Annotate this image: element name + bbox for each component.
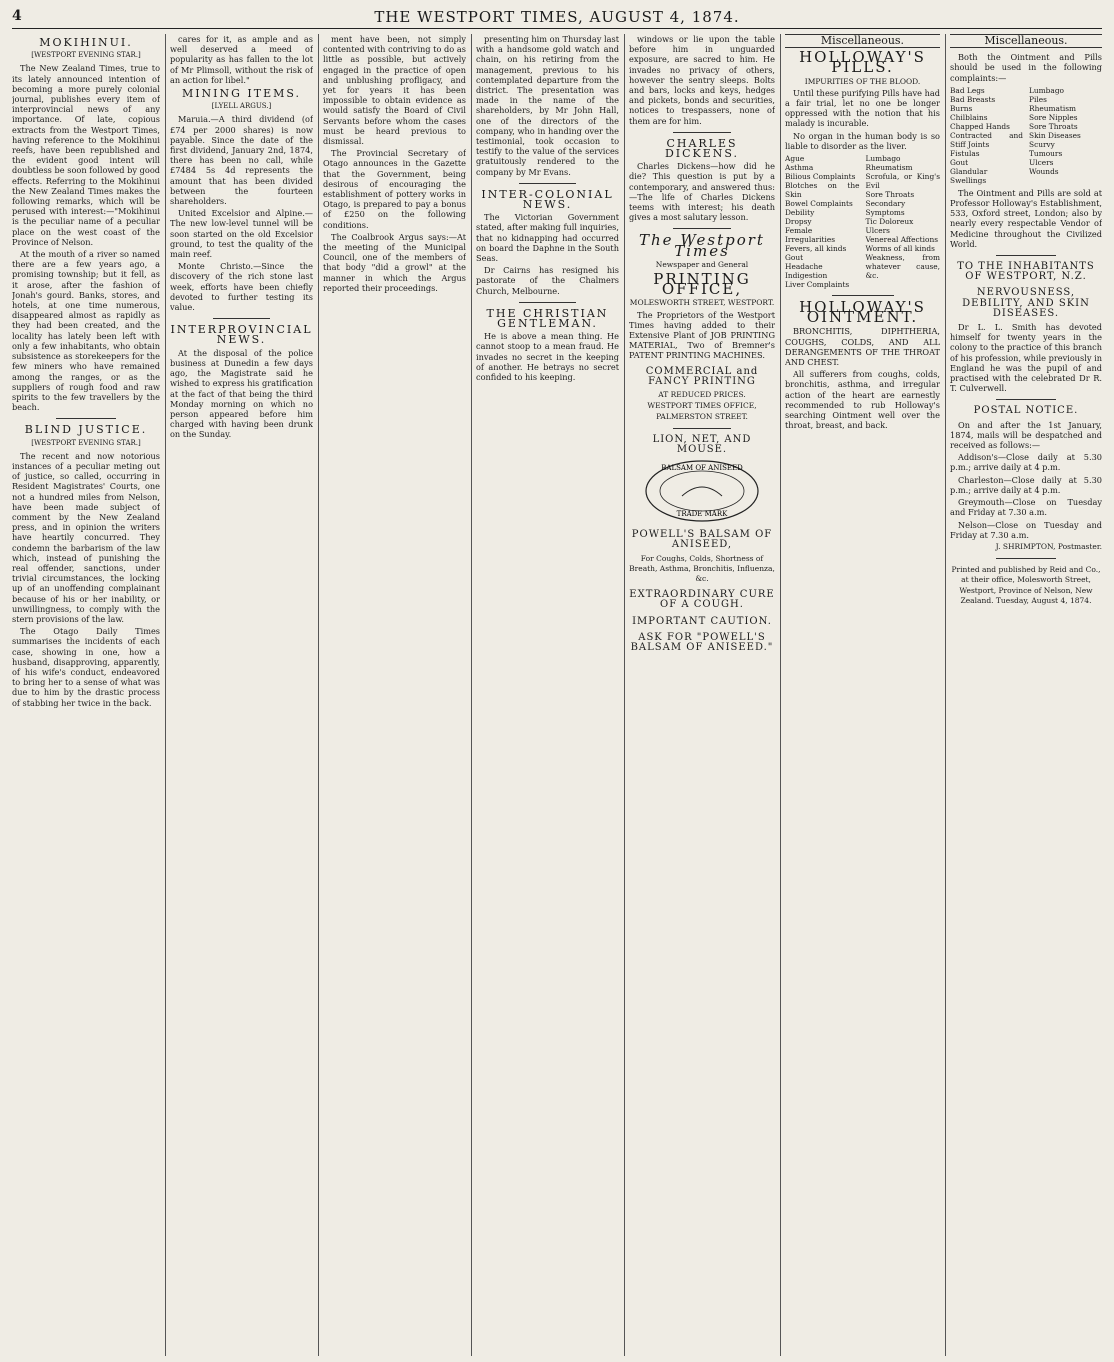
paragraph: The Provincial Secretary of Otago announces in the Gazette that the Government, being desirous of encouraging the establishment of pottery works in Otago, is prepared to pay a bonus of £250 on the following conditions. bbox=[323, 148, 466, 230]
complaints-list bbox=[785, 154, 940, 289]
ad-title: HOLLOWAY'S PILLS. bbox=[799, 48, 926, 77]
paragraph: The recent and now notorious instances of a peculiar meting out of justice, so called, occurring in Resident Magistrates' Courts, one not a hundred miles from Nelson, have been made subject of comment by the New Zealand press, and in opinion the writers have heartily concurred. They condemn the barbarism of the law which, instead of punishing the real offender, sanctions, under trivial circumstances, the locking up of an unoffending complainant because of his or her inability, or unwillingness, to comply with the stern provisions of the law. bbox=[12, 450, 160, 624]
paragraph: The Otago Daily Times summarises the incidents of each case, showing in one, how a husband, disapproving, apparently, of his wife's conduct, endeavored to bring her to a sense of what was due to him by the drastic process of stabbing her twice in the back. bbox=[12, 626, 160, 708]
ad-heading: PRINTING OFFICE, bbox=[653, 270, 751, 299]
list-item: Indigestion bbox=[785, 271, 828, 281]
article-title: INTER-COLONIAL NEWS. bbox=[481, 187, 614, 212]
list-item: Tumours bbox=[1029, 148, 1063, 158]
list-item: Rheumatism bbox=[865, 163, 913, 173]
paragraph: Charleston—Close daily at 5.30 p.m.; arrive daily at 4 p.m. bbox=[950, 474, 1102, 495]
column-1 bbox=[12, 34, 160, 1356]
ad-title: ASK FOR "POWELL'S BALSAM OF ANISEED." bbox=[630, 631, 774, 653]
list-item: Gout bbox=[950, 157, 969, 167]
paragraph: Charles Dickens—how did he die? This question is put by a contemporary, and answered thus:—The life of Charles Dickens teems with interest; his death gives a most salutary lesson. bbox=[629, 161, 775, 223]
ad-subtitle: IMPURITIES OF THE BLOOD. bbox=[804, 76, 921, 86]
separator bbox=[996, 399, 1057, 400]
ad-address: MOLESWORTH STREET, WESTPORT. bbox=[629, 298, 775, 308]
list-item: Blotches on the Skin bbox=[785, 181, 860, 200]
ad-title: NERVOUSNESS, DEBILITY, AND SKIN DISEASES. bbox=[962, 287, 1090, 319]
list-item: Burns bbox=[950, 103, 973, 113]
paragraph: ment have been, not simply contented with contriving to do as little as possible, but actively engaged in the practice of open and unblushing profligacy, and yet for years it has been impossible to obtain evidence as would satisfy the Board of Civil Servants before whom the cases must be heard previous to dismissal. bbox=[323, 34, 466, 147]
list-item: Lumbago bbox=[1029, 85, 1064, 95]
separator bbox=[996, 255, 1057, 256]
column-rule bbox=[165, 34, 166, 1356]
page-header bbox=[12, 6, 1102, 29]
list-item: Dropsy bbox=[785, 217, 812, 227]
list-item: Sore Nipples bbox=[1029, 112, 1078, 122]
paragraph: windows or lie upon the table before him in unguarded exposure, are sacred to him. He invades no privacy of others, however the sentry sleeps. Bolts and bars, locks and keys, hedges and pickets, bonds and securities, notices to trespassers, none of them are for him. bbox=[629, 34, 775, 126]
section-heading: Miscellaneous. bbox=[785, 34, 940, 48]
ad-title: The Westport Times bbox=[639, 231, 765, 260]
separator bbox=[519, 183, 576, 184]
list-item: Piles bbox=[1029, 94, 1047, 104]
article-source: [WESTPORT EVENING STAR.] bbox=[31, 438, 141, 447]
seal-trade-text: TRADE MARK bbox=[676, 510, 728, 519]
list-item: Ague bbox=[785, 154, 805, 164]
paragraph: No organ in the human body is so liable to disorder as the liver. bbox=[785, 130, 940, 151]
list-item: Tic Doloreux bbox=[865, 217, 914, 227]
paragraph: Addison's—Close daily at 5.30 p.m.; arrive daily at 4 p.m. bbox=[950, 452, 1102, 473]
page-number: 4 bbox=[12, 8, 22, 24]
paragraph: Dr Cairns has resigned his pastorate of the Chalmers Church, Melbourne. bbox=[476, 265, 619, 296]
list-item: Scrofula, or King's Evil bbox=[865, 172, 940, 191]
list-item: Bad Legs bbox=[950, 85, 985, 95]
article-source: [WESTPORT EVENING STAR.] bbox=[31, 51, 141, 60]
article-source: [LYELL ARGUS.] bbox=[211, 102, 272, 111]
list-item: Chapped Hands bbox=[950, 121, 1010, 131]
separator bbox=[519, 302, 576, 303]
ad-title: EXTRAORDINARY CURE OF A COUGH. bbox=[629, 589, 775, 611]
list-item: Fevers, all kinds bbox=[785, 244, 847, 254]
ad-title: HOLLOWAY'S OINTMENT. bbox=[799, 298, 926, 327]
column-4 bbox=[476, 34, 619, 1356]
paragraph: Maruia.—A third dividend (of £74 per 2000 shares) is now payable. Since the date of the first dividend, January 2nd, 1874, there has been no call, while £7484 5s 4d represents the amount that has been divided between the fourteen shareholders. bbox=[170, 114, 313, 207]
list-item: Worms of all kinds bbox=[865, 244, 935, 254]
paragraph: BRONCHITIS, DIPHTHERIA, COUGHS, COLDS, AND ALL DERANGEMENTS OF THE THROAT AND CHEST. bbox=[785, 326, 940, 368]
list-item: Bowel Complaints bbox=[785, 199, 853, 209]
paragraph: The Victorian Government stated, after making full inquiries, that no kidnapping had occurred on board the Daphne in the South Seas. bbox=[476, 212, 619, 264]
list-item: Glandular Swellings bbox=[950, 166, 988, 185]
seal-text: BALSAM OF ANISEED bbox=[661, 464, 743, 473]
column-3 bbox=[323, 34, 466, 1356]
article-title: BLIND JUSTICE. bbox=[24, 423, 148, 437]
list-item: Bilious Complaints bbox=[785, 172, 856, 182]
list-item: Liver Complaints bbox=[785, 280, 850, 290]
paragraph: He is above a mean thing. He cannot stoop to a mean fraud. He invades no secret in the keeping of another. He betrays no secret confided to his keeping. bbox=[476, 331, 619, 383]
list-item: Headache bbox=[785, 262, 823, 272]
paragraph: Dr L. L. Smith has devoted himself for twenty years in the colony to the practice of this branch of his profession, while previously in England he was the pupil of and practised with the celebrated Dr R. T. Culverwell. bbox=[950, 322, 1102, 394]
complaints-list bbox=[950, 86, 1102, 185]
paragraph: United Excelsior and Alpine.—The new low-level tunnel will be soon started on the old Excelsior ground, to test the quality of the main reef. bbox=[170, 208, 313, 260]
column-2 bbox=[170, 34, 313, 1356]
paragraph: Nelson—Close on Tuesday and Friday at 7.30 a.m. bbox=[950, 519, 1102, 540]
paragraph: cares for it, as ample and as well deserved a meed of popularity as has fallen to the lot of Mr Plimsoll, without the risk of an action for libel." bbox=[170, 34, 313, 85]
list-item: Weakness, from whatever cause, &c. bbox=[865, 253, 940, 281]
separator bbox=[832, 295, 894, 296]
list-item: Debility bbox=[785, 208, 815, 218]
paragraph: The New Zealand Times, true to its lately announced intention of becoming a more purely colonial journal, publishes every item of interprovincial news of any importance. Of late, copious extracts from the Westport Times, having reference to the Mokihinui reefs, have been republished and the evident good intent will doubtless be soon followed by good effects. Referring to the Mokihinui the New Zealand Times makes the following remarks, which will be perused with interest:—"Mokihinui is the peculiar name of a peculiar place on the west coast of the Province of Nelson. bbox=[12, 63, 160, 247]
imprint: Printed and published by Reid and Co., at their office, Molesworth Street, Westport, Province of Nelson, New Zealand. Tuesday, August 4, 1874. bbox=[951, 565, 1101, 605]
paragraph: Monte Christo.—Since the discovery of the rich stone last week, efforts have been chiefly devoted to further testing its value. bbox=[170, 261, 313, 313]
masthead: THE WESTPORT TIMES, AUGUST 4, 1874. bbox=[374, 8, 740, 26]
trade-mark-seal-icon bbox=[642, 458, 762, 524]
paragraph: At the disposal of the police business at Dunedin a few days ago, the Magistrate said he wished to express his gratification at the fact of that being the third Monday morning on which no person appeared before him charged with having been drunk on the Sunday. bbox=[170, 347, 313, 440]
ad-office: WESTPORT TIMES OFFICE, PALMERSTON STREET. bbox=[647, 401, 757, 421]
list-item: Wounds bbox=[1029, 166, 1059, 176]
separator bbox=[673, 228, 731, 229]
paragraph: All sufferers from coughs, colds, bronchitis, asthma, and irregular action of the heart are earnestly recommended to rub Holloway's searching Ointment well over the throat, breast, and back. bbox=[785, 369, 940, 431]
list-item: Female Irregularities bbox=[785, 226, 836, 245]
list-item: Skin Diseases bbox=[1029, 130, 1081, 140]
column-rule bbox=[624, 34, 625, 1356]
ad-subtitle: Newspaper and General bbox=[655, 259, 749, 269]
list-item: Sore Throats bbox=[1029, 121, 1078, 131]
article-title: CHARLES DICKENS. bbox=[664, 136, 740, 161]
article-title: INTERPROVINCIAL NEWS. bbox=[170, 323, 313, 347]
paragraph: presenting him on Thursday last with a handsome gold watch and chain, on his retiring from the management, previous to his contemplated departure from the district. The presentation was made in the name of the shareholders, by Mr John Hall, one of the directors of the company, who in handing over the testimonial, took occasion to testify to the value of the services gratuitously rendered to the company by Mr Evans. bbox=[476, 34, 619, 177]
list-item: Asthma bbox=[785, 163, 814, 173]
column-rule bbox=[780, 34, 781, 1356]
column-rule bbox=[318, 34, 319, 1356]
column-6 bbox=[785, 34, 940, 1356]
column-rule bbox=[945, 34, 946, 1356]
list-item: Sore Throats bbox=[865, 190, 915, 200]
list-item: Lumbago bbox=[865, 154, 901, 164]
list-item: Venereal Affections bbox=[865, 235, 938, 245]
ad-body: The Proprietors of the Westport Times having added to their Extensive Plant of JOB PRINTING MATERIAL, Two of Bremner's PATENT PRINTING MACHINES. bbox=[629, 309, 775, 361]
list-item: Rheumatism bbox=[1029, 103, 1077, 113]
paragraph: At the mouth of a river so named there are a few years ago, a promising township; but it fell, as it arose, after the fashion of Jonah's gourd. Banks, stores, and hotels, at one time numerous, disappeared almost as rapidly as they had been created, and the locality has lately been left with only a few inhabitants, who obtain subsistence as storekeepers for the few miners who have remained among the ranges, or as the suppliers of rough food and raw spirits to the few travellers by the beach. bbox=[12, 249, 160, 413]
list-item: Secondary Symptoms bbox=[865, 199, 906, 218]
ad-title: LION, NET, AND MOUSE. bbox=[652, 433, 752, 455]
list-item: Contracted and Stiff Joints bbox=[950, 130, 1023, 149]
list-item: Scurvy bbox=[1029, 139, 1055, 149]
separator bbox=[673, 428, 731, 429]
ad-title: TO THE INHABITANTS OF WESTPORT, N.Z. bbox=[957, 261, 1095, 283]
paragraph: The Ointment and Pills are sold at Professor Holloway's Establishment, 533, Oxford street, London; also by nearly every respectable Vendor of Medicine throughout the Civilized World. bbox=[950, 187, 1102, 249]
article-title: THE CHRISTIAN GENTLEMAN. bbox=[486, 306, 609, 331]
ad-body: For Coughs, Colds, Shortness of Breath, Asthma, Bronchitis, Influenza, &c. bbox=[629, 553, 775, 583]
list-item: Bad Breasts bbox=[950, 94, 996, 104]
list-item: Fistulas bbox=[950, 148, 980, 158]
signature: J. SHRIMPTON, Postmaster. bbox=[995, 541, 1102, 551]
separator bbox=[996, 558, 1057, 559]
ad-heading: COMMERCIAL and FANCY PRINTING bbox=[645, 365, 759, 387]
paragraph: Greymouth—Close on Tuesday and Friday at 7.30 a.m. bbox=[950, 497, 1102, 518]
list-item: Ulcers bbox=[865, 226, 890, 236]
article-title: MINING ITEMS. bbox=[181, 87, 302, 101]
column-rule bbox=[471, 34, 472, 1356]
ad-title: IMPORTANT CAUTION. bbox=[632, 615, 772, 627]
separator bbox=[213, 318, 270, 319]
paragraph: On and after the 1st January, 1874, mails will be despatched and received as follows:— bbox=[950, 419, 1102, 451]
section-heading: Miscellaneous. bbox=[950, 34, 1102, 48]
ad-title: POWELL'S BALSAM OF ANISEED, bbox=[631, 529, 773, 551]
paragraph: The Coalbrook Argus says:—At the meeting of the Municipal Council, one of the members of that body "did a growl" at the manner in which the Argus reported their proceedings. bbox=[323, 231, 466, 293]
separator bbox=[673, 132, 731, 133]
column-5 bbox=[629, 34, 775, 1356]
list-item: Gout bbox=[785, 253, 804, 263]
paragraph: Until these purifying Pills have had a fair trial, let no one be longer oppressed with the notion that his malady is incurable. bbox=[785, 87, 940, 129]
article-title: MOKIHINUI. bbox=[39, 36, 133, 49]
separator bbox=[56, 418, 115, 419]
notice-title: POSTAL NOTICE. bbox=[973, 405, 1079, 417]
paragraph: Both the Ointment and Pills should be used in the following complaints:— bbox=[950, 52, 1102, 83]
list-item: Chilblains bbox=[950, 112, 988, 122]
list-item: Ulcers bbox=[1029, 157, 1054, 167]
column-7 bbox=[950, 34, 1102, 1356]
ad-price: AT REDUCED PRICES. bbox=[658, 390, 746, 400]
